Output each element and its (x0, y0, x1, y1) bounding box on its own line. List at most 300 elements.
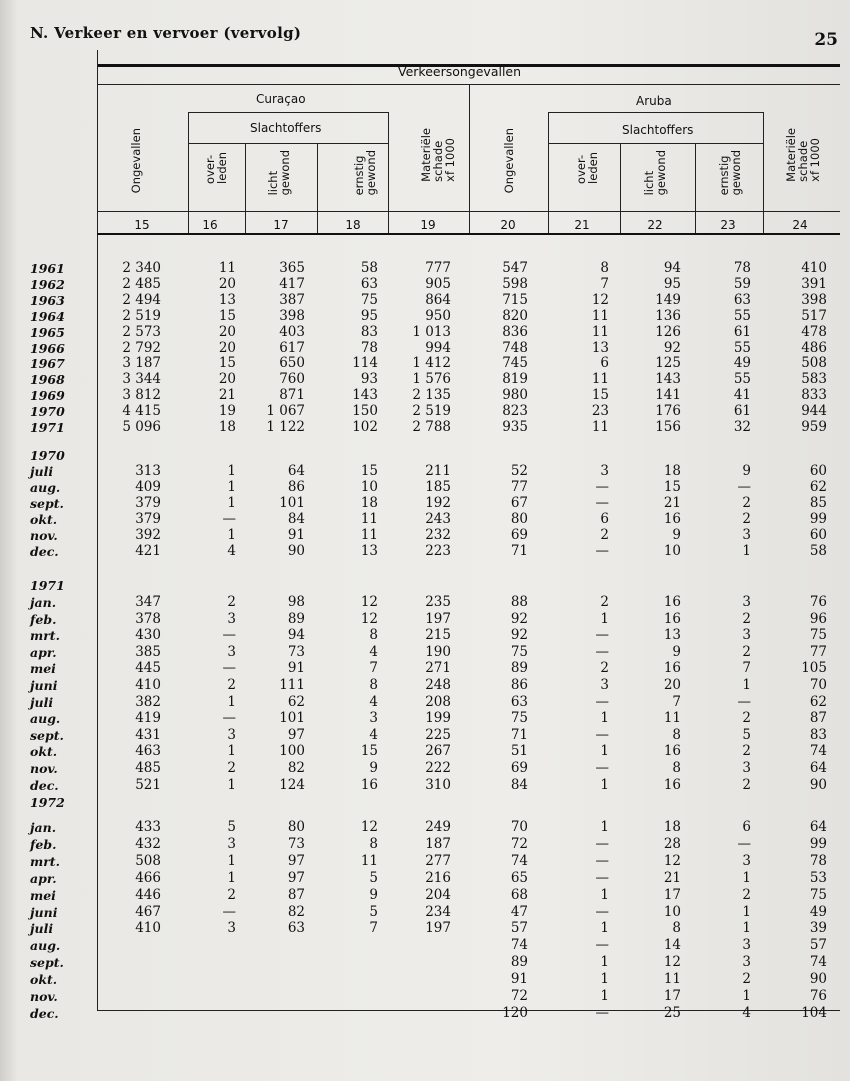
group-label-1971: 1971 (30, 578, 65, 593)
cur-licht-cell: 97 (287, 726, 305, 743)
aru-ernstig-cell: 3 (742, 627, 751, 644)
cur-licht-cell: 124 (279, 776, 305, 793)
cur-schade-cell: 1 576 (412, 371, 451, 388)
cur-ongevallen-cell: 410 (135, 677, 161, 693)
cur-licht-cell: 1 067 (266, 403, 305, 420)
colnum-15: 15 (134, 218, 150, 232)
aru-ernstig-cell: 3 (742, 526, 751, 543)
aru-overleden-cell: 1 (600, 710, 609, 727)
aru-ernstig-cell: 32 (733, 419, 751, 435)
aru-licht-cell: 18 (663, 463, 681, 479)
aru-schade-cell: 60 (809, 526, 827, 543)
cur-schade-cell: 197 (425, 920, 451, 937)
aru-overleden-cell: — (595, 903, 609, 920)
row-label: jan. (30, 820, 57, 835)
aru-ongevallen-cell: 75 (510, 710, 528, 727)
cur-licht-cell: 82 (287, 903, 305, 920)
cur-ongevallen-cell: 392 (135, 526, 161, 543)
cur-schade-cell: 1 412 (412, 355, 451, 372)
colnum-22: 22 (647, 218, 663, 232)
colnum-18: 18 (345, 218, 361, 232)
aru-overleden-cell: — (595, 760, 609, 776)
aru-ongevallen-cell: 980 (502, 387, 528, 404)
aru-schade-cell: 959 (801, 419, 827, 435)
aru-licht-label: licht gewond (642, 150, 668, 196)
cur-ernstig-cell: 75 (360, 291, 378, 308)
cur-ernstig-cell: 15 (360, 463, 378, 479)
cur-licht-cell: 91 (287, 526, 305, 543)
table-row (0, 277, 850, 292)
aru-licht-cell: 28 (663, 835, 681, 852)
table-row (0, 678, 850, 693)
col-divider-c (317, 143, 318, 234)
aru-overleden-cell: — (595, 937, 609, 954)
aru-ernstig-cell: 55 (733, 371, 751, 388)
group-label-1972: 1972 (30, 795, 65, 810)
cur-overleden-cell: 2 (227, 886, 236, 903)
aru-licht-cell: 156 (655, 419, 681, 435)
aru-licht-cell: 16 (663, 743, 681, 760)
table-row (0, 628, 850, 643)
cur-licht-cell: 64 (287, 463, 305, 479)
cur-licht-cell: 90 (287, 542, 305, 559)
aru-ongevallen-cell: 52 (510, 463, 528, 479)
col-divider-a (188, 112, 189, 234)
aru-overleden-cell: 6 (600, 355, 609, 372)
cur-schade-cell: 2 519 (412, 403, 451, 420)
cur-ernstig-cell: 11 (360, 526, 378, 543)
cur-ernstig-cell: 8 (369, 677, 378, 693)
cur-schade-cell: 187 (425, 835, 451, 852)
row-label: aug. (30, 938, 61, 954)
aru-schade-cell: 517 (801, 307, 827, 324)
cur-ongevallen-cell: 467 (135, 903, 161, 920)
aru-schade-cell: 833 (801, 387, 827, 404)
table-row (0, 888, 850, 903)
row-label: juli (30, 694, 54, 710)
cur-overleden-cell: — (222, 627, 236, 644)
aruba-label: Aruba (636, 94, 672, 108)
cur-overleden-cell: 19 (218, 403, 236, 420)
cur-ernstig-cell: 11 (360, 510, 378, 527)
cur-schade-cell: 243 (425, 510, 451, 527)
aru-slacht-rule-top (548, 112, 763, 113)
cur-overleden-cell: 1 (227, 693, 236, 710)
cur-overleden-cell: 1 (227, 869, 236, 886)
cur-schade-cell: 234 (425, 903, 451, 920)
cur-schade-cell: 2 135 (412, 387, 451, 404)
cur-licht-cell: 398 (279, 307, 305, 324)
aru-licht-cell: 176 (655, 403, 681, 420)
aru-licht-cell: 8 (672, 726, 681, 743)
table-row (0, 420, 850, 435)
aru-schade-cell: 478 (801, 323, 827, 340)
aru-schade-cell: 78 (809, 852, 827, 869)
aru-overleden-cell: 23 (591, 403, 609, 420)
table-row (0, 372, 850, 387)
row-label: 1961 (30, 261, 65, 276)
cur-ernstig-cell: 16 (360, 776, 378, 793)
aru-licht-cell: 20 (663, 677, 681, 693)
aru-ongevallen-cell: 65 (510, 869, 528, 886)
aru-licht-cell: 8 (672, 760, 681, 776)
row-label: juli (30, 464, 54, 479)
cur-overleden-cell: 3 (227, 835, 236, 852)
cur-ongevallen-cell: 409 (135, 478, 161, 495)
cur-overleden-cell: — (222, 903, 236, 920)
cur-schade-cell: 1 013 (412, 323, 451, 340)
cur-schade-cell: 199 (425, 710, 451, 727)
cur-ernstig-cell: 3 (369, 710, 378, 727)
table-row (0, 356, 850, 371)
main-title: Verkeersongevallen (398, 64, 522, 79)
cur-schade-cell: 197 (425, 610, 451, 627)
table-row (0, 938, 850, 953)
aru-schade-cell: 90 (809, 971, 827, 988)
cur-schade-cell: 310 (425, 776, 451, 793)
aru-ernstig-cell: 2 (742, 643, 751, 660)
cur-ongevallen-cell: 379 (135, 510, 161, 527)
table-row (0, 496, 850, 511)
cur-schade-cell: 905 (425, 275, 451, 292)
cur-overleden-cell: 11 (218, 260, 236, 276)
aru-ernstig-cell: 1 (742, 988, 751, 1004)
cur-overleden-cell: 15 (218, 355, 236, 372)
aru-overleden-cell: 1 (600, 954, 609, 971)
aru-slacht-rule (548, 143, 763, 144)
cur-ernstig-cell: 4 (369, 726, 378, 743)
cur-ongevallen-cell: 433 (135, 819, 161, 835)
cur-schade-cell: 777 (425, 260, 451, 276)
aru-overleden-cell: 11 (591, 307, 609, 324)
aru-overleden-cell: — (595, 693, 609, 710)
cur-overleden-cell: 1 (227, 743, 236, 760)
row-label: 1963 (30, 292, 65, 308)
cur-ongevallen-cell: 521 (135, 776, 161, 793)
aru-schade-cell: 99 (809, 835, 827, 852)
cur-ernstig-label: ernstig gewond (352, 150, 378, 196)
cur-ernstig-cell: 58 (360, 260, 378, 276)
aru-ernstig-cell: 6 (742, 819, 751, 835)
cur-schade-cell: 208 (425, 693, 451, 710)
aru-ernstig-cell: 3 (742, 594, 751, 610)
colnum-23: 23 (720, 218, 736, 232)
aru-overleden-cell: 11 (591, 419, 609, 435)
table-row (0, 955, 850, 970)
aru-schade-cell: 87 (809, 710, 827, 727)
cur-ernstig-cell: 9 (369, 886, 378, 903)
cur-licht-cell: 89 (287, 610, 305, 627)
cur-overleden-cell: 3 (227, 643, 236, 660)
cur-ernstig-cell: 93 (360, 371, 378, 388)
aru-ongevallen-cell: 836 (502, 323, 528, 340)
aru-schade-cell: 391 (801, 275, 827, 292)
cur-licht-cell: 84 (287, 510, 305, 527)
aru-overleden-cell: 11 (591, 323, 609, 340)
aru-ernstig-cell: 63 (733, 291, 751, 308)
aru-overleden-cell: 8 (600, 260, 609, 276)
cur-overleden-cell: 2 (227, 594, 236, 610)
cur-ernstig-cell: 12 (360, 610, 378, 627)
aru-ernstig-cell: 3 (742, 760, 751, 776)
curacao-label: Curaçao (256, 92, 306, 106)
aru-overleden-cell: — (595, 1004, 609, 1021)
cur-overleden-cell: 20 (218, 275, 236, 292)
table-row (0, 261, 850, 276)
cur-ernstig-cell: 18 (360, 494, 378, 511)
aru-ongevallen-cell: 77 (510, 478, 528, 495)
aru-ongevallen-cell: 67 (510, 494, 528, 511)
cur-licht-cell: 100 (279, 743, 305, 760)
cur-ongevallen-cell: 432 (135, 835, 161, 852)
aru-ernstig-cell: 2 (742, 886, 751, 903)
cur-overleden-cell: — (222, 510, 236, 527)
aru-licht-cell: 18 (663, 819, 681, 835)
row-label: 1968 (30, 372, 65, 388)
table-row (0, 512, 850, 527)
aru-ongevallen-cell: 86 (510, 677, 528, 693)
aru-schade-cell: 99 (809, 510, 827, 527)
row-label: nov. (30, 527, 58, 543)
aru-ernstig-cell: 59 (733, 275, 751, 292)
aru-ernstig-label: ernstig gewond (717, 150, 743, 196)
aru-ongevallen-cell: 92 (510, 610, 528, 627)
aru-ongevallen-cell: 47 (510, 903, 528, 920)
aru-schade-cell: 83 (809, 726, 827, 743)
aru-schade-cell: 410 (801, 260, 827, 276)
aru-licht-cell: 95 (663, 275, 681, 292)
table-row (0, 820, 850, 835)
aru-overleden-cell: 1 (600, 819, 609, 835)
aru-ernstig-cell: 61 (733, 323, 751, 340)
col-divider-e (548, 112, 549, 234)
aru-schade-cell: 105 (801, 660, 827, 677)
aru-overleden-cell: 13 (591, 339, 609, 356)
table-row (0, 404, 850, 419)
row-label: okt. (30, 972, 58, 988)
table-row (0, 728, 850, 743)
cur-ernstig-cell: 10 (360, 478, 378, 495)
aru-ongevallen-cell: 71 (510, 542, 528, 559)
aru-overleden-cell: 1 (600, 920, 609, 937)
aru-ongevallen-cell: 69 (510, 526, 528, 543)
aru-ongevallen-cell: 120 (502, 1004, 528, 1021)
aru-schade-cell: 76 (809, 988, 827, 1004)
cur-ernstig-cell: 102 (352, 419, 378, 435)
aru-overleden-cell: 3 (600, 463, 609, 479)
cur-schade-cell: 192 (425, 494, 451, 511)
aru-ongevallen-cell: 820 (502, 307, 528, 324)
cur-ongevallen-cell: 410 (135, 920, 161, 937)
aru-licht-cell: 94 (663, 260, 681, 276)
row-label: 1962 (30, 276, 65, 292)
cur-overleden-cell: 18 (218, 419, 236, 435)
cur-ongevallen-cell: 508 (135, 852, 161, 869)
cur-overleden-cell: 1 (227, 494, 236, 511)
row-label: dec. (30, 777, 59, 793)
aru-licht-cell: 17 (663, 886, 681, 903)
cur-overleden-cell: 2 (227, 677, 236, 693)
cur-ongevallen-cell: 382 (135, 693, 161, 710)
cur-licht-cell: 98 (287, 594, 305, 610)
cur-licht-cell: 80 (287, 819, 305, 835)
row-label: mei (30, 887, 56, 903)
cur-ernstig-cell: 4 (369, 693, 378, 710)
aru-overleden-cell: 7 (600, 275, 609, 292)
cur-overleden-cell: 1 (227, 478, 236, 495)
aru-ernstig-cell: 3 (742, 937, 751, 954)
cur-licht-cell: 1 122 (266, 419, 305, 435)
row-label: mrt. (30, 628, 60, 644)
aru-ongevallen-cell: 748 (502, 339, 528, 356)
aru-overleden-label: over- leden (574, 152, 600, 184)
cur-overleden-cell: 2 (227, 760, 236, 776)
cur-overleden-cell: 1 (227, 463, 236, 479)
aru-overleden-cell: 12 (591, 291, 609, 308)
aru-licht-cell: 11 (663, 710, 681, 727)
aru-ernstig-cell: 5 (742, 726, 751, 743)
table-row (0, 544, 850, 559)
cur-slacht-rule-top (188, 112, 388, 113)
aru-ongevallen-cell: 92 (510, 627, 528, 644)
cur-licht-cell: 91 (287, 660, 305, 677)
aru-overleden-cell: 1 (600, 610, 609, 627)
colnum-20: 20 (500, 218, 516, 232)
aru-licht-cell: 8 (672, 920, 681, 937)
aru-schade-cell: 60 (809, 463, 827, 479)
cur-ongevallen-cell: 385 (135, 643, 161, 660)
header-bottom-rule (97, 233, 840, 235)
aru-ernstig-cell: — (737, 478, 751, 495)
cur-ongevallen-cell: 446 (135, 886, 161, 903)
row-label: mei (30, 661, 56, 677)
cur-ernstig-cell: 4 (369, 643, 378, 660)
cur-overleden-cell: — (222, 710, 236, 727)
cur-ernstig-cell: 9 (369, 760, 378, 776)
cur-licht-cell: 86 (287, 478, 305, 495)
cur-schade-cell: 271 (425, 660, 451, 677)
aru-schade-cell: 49 (809, 903, 827, 920)
aru-overleden-cell: — (595, 869, 609, 886)
cur-ernstig-cell: 7 (369, 920, 378, 937)
cur-ongevallen-cell: 2 792 (122, 339, 161, 356)
aru-ernstig-cell: 1 (742, 677, 751, 693)
cur-licht-cell: 73 (287, 643, 305, 660)
aru-ernstig-cell: 2 (742, 776, 751, 793)
cur-overleden-cell: 3 (227, 610, 236, 627)
aru-schade-cell: 944 (801, 403, 827, 420)
cur-licht-cell: 403 (279, 323, 305, 340)
aru-schade-cell: 75 (809, 886, 827, 903)
aru-ongevallen-cell: 819 (502, 371, 528, 388)
cur-ongevallen-cell: 430 (135, 627, 161, 644)
aru-ernstig-cell: 78 (733, 260, 751, 276)
cur-schade-cell: 277 (425, 852, 451, 869)
aru-schade-label: Materiële schade xf 1000 (784, 128, 822, 182)
cur-ongevallen-cell: 3 812 (122, 387, 161, 404)
aru-schade-cell: 76 (809, 594, 827, 610)
aru-ernstig-cell: 2 (742, 743, 751, 760)
aru-ernstig-cell: 1 (742, 903, 751, 920)
aru-licht-cell: 25 (663, 1004, 681, 1021)
aru-overleden-cell: 11 (591, 371, 609, 388)
aru-ernstig-cell: 55 (733, 307, 751, 324)
col-divider-g (695, 143, 696, 234)
colnum-rule (97, 211, 840, 212)
aru-ernstig-cell: 2 (742, 971, 751, 988)
aru-overleden-cell: 1 (600, 886, 609, 903)
aru-schade-cell: 486 (801, 339, 827, 356)
cur-licht-cell: 650 (279, 355, 305, 372)
aru-overleden-cell: — (595, 835, 609, 852)
aru-schade-cell: 39 (809, 920, 827, 937)
aru-overleden-cell: — (595, 643, 609, 660)
aru-ongevallen-cell: 823 (502, 403, 528, 420)
cur-schade-cell: 215 (425, 627, 451, 644)
cur-ernstig-cell: 5 (369, 869, 378, 886)
row-label: feb. (30, 836, 57, 852)
aru-overleden-cell: 2 (600, 526, 609, 543)
aru-licht-cell: 126 (655, 323, 681, 340)
row-label: sept. (30, 727, 64, 743)
table-row (0, 612, 850, 627)
table-row (0, 905, 850, 920)
row-label: apr. (30, 644, 57, 660)
cur-ernstig-cell: 5 (369, 903, 378, 920)
cur-ernstig-cell: 63 (360, 275, 378, 292)
aru-schade-cell: 64 (809, 819, 827, 835)
cur-schade-cell: 204 (425, 886, 451, 903)
aru-schade-cell: 77 (809, 643, 827, 660)
cur-overleden-cell: 1 (227, 776, 236, 793)
aru-overleden-cell: — (595, 494, 609, 511)
aru-ongevallen-cell: 91 (510, 971, 528, 988)
row-label: sept. (30, 495, 64, 511)
cur-ongevallen-cell: 421 (135, 542, 161, 559)
aru-overleden-cell: 2 (600, 594, 609, 610)
row-label: sept. (30, 955, 64, 971)
aru-licht-cell: 10 (663, 903, 681, 920)
aru-ongevallen-cell: 63 (510, 693, 528, 710)
aru-schade-cell: 104 (801, 1004, 827, 1021)
aru-ongevallen-cell: 71 (510, 726, 528, 743)
table-row (0, 921, 850, 936)
cur-ongevallen-cell: 347 (135, 594, 161, 610)
aru-licht-cell: 125 (655, 355, 681, 372)
aru-schade-cell: 58 (809, 542, 827, 559)
colnum-16: 16 (202, 218, 218, 232)
aru-ongevallen-cell: 89 (510, 660, 528, 677)
aru-ongevallen-cell: 74 (510, 852, 528, 869)
aru-licht-cell: 17 (663, 988, 681, 1004)
aru-licht-cell: 12 (663, 852, 681, 869)
cur-licht-cell: 111 (279, 677, 305, 693)
cur-ongevallen-cell: 3 187 (122, 355, 161, 372)
cur-schade-cell: 994 (425, 339, 451, 356)
cur-ongevallen-cell: 379 (135, 494, 161, 511)
aru-schade-cell: 74 (809, 743, 827, 760)
row-label: juni (30, 904, 58, 920)
row-label: apr. (30, 870, 57, 886)
cur-schade-label: Materiële schade xf 1000 (419, 128, 457, 182)
cur-licht-cell: 417 (279, 275, 305, 292)
aru-schade-cell: 62 (809, 693, 827, 710)
row-label: okt. (30, 511, 58, 527)
table-row (0, 480, 850, 495)
aru-licht-cell: 16 (663, 594, 681, 610)
aru-ernstig-cell: 4 (742, 1004, 751, 1021)
row-label: 1971 (30, 420, 65, 435)
